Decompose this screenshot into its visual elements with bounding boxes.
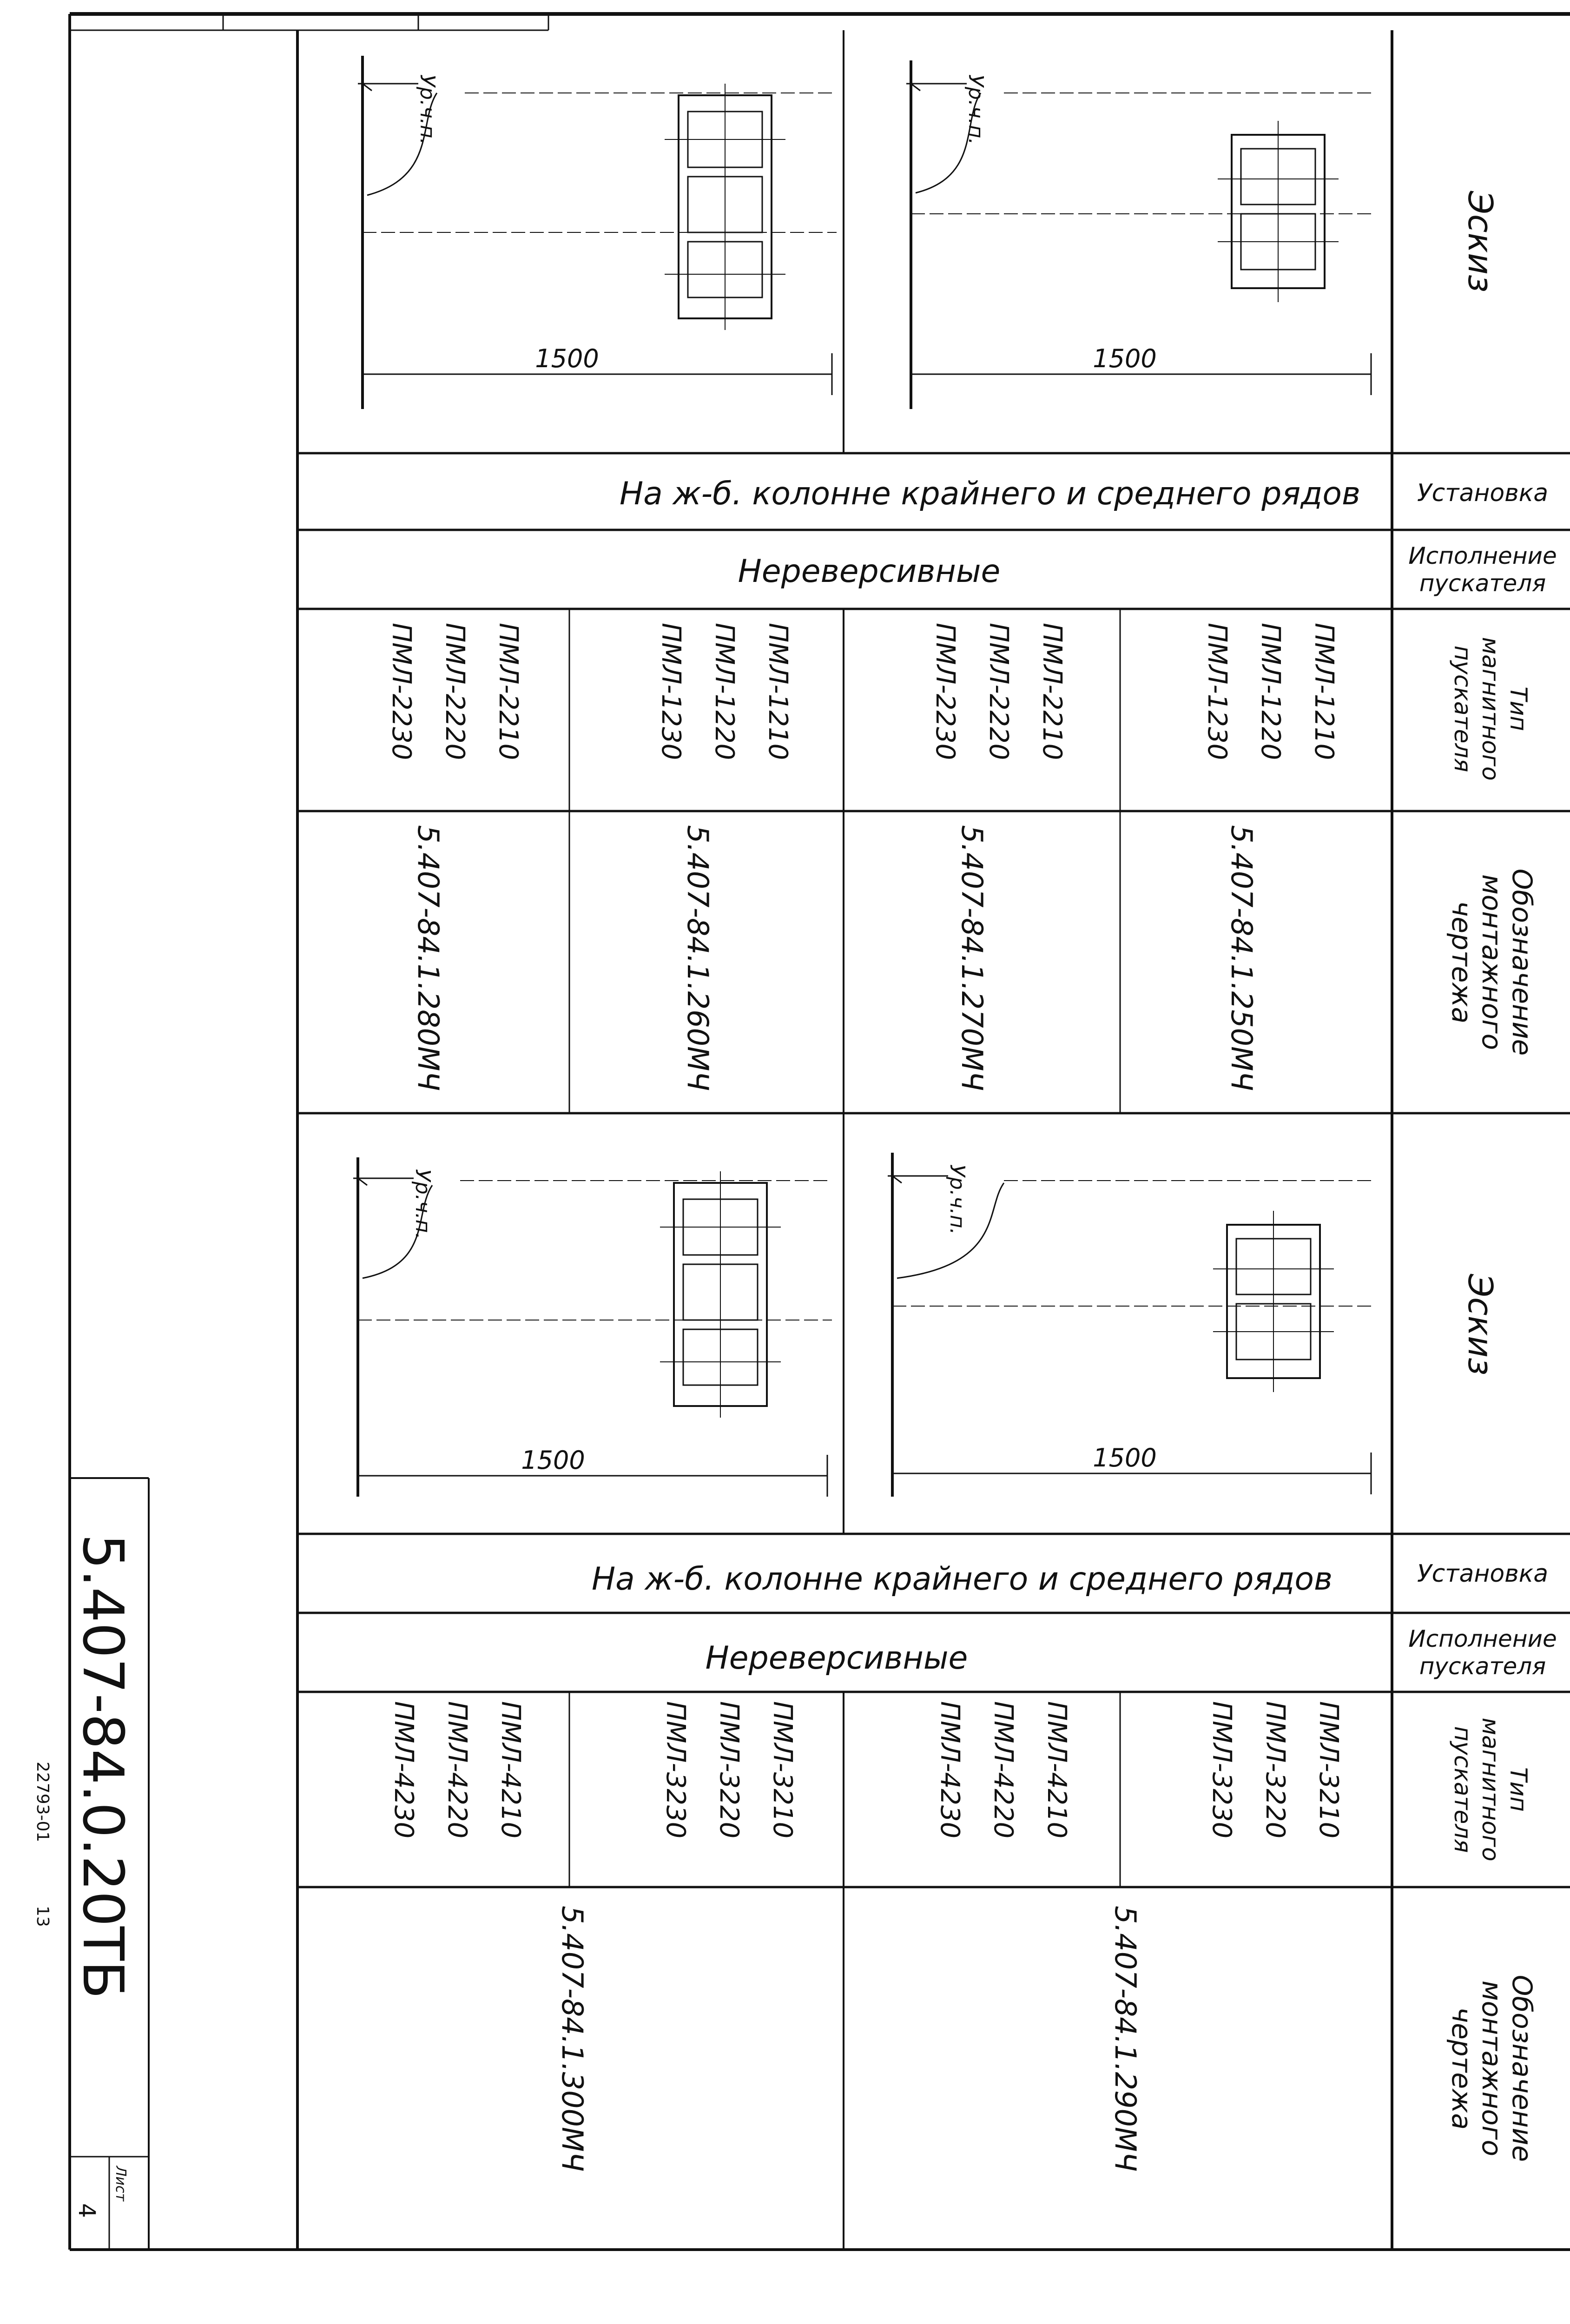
type-2-3-a: ПМЛ-3210: [767, 1701, 798, 1839]
block-2-grid: [297, 1113, 1570, 2250]
type-2-3-c: ПМЛ-3230: [660, 1701, 691, 1839]
floor-level-label-d: Ур.ч.п.: [945, 1164, 969, 1235]
header-sketch-1: Эскиз: [1461, 191, 1500, 293]
type-2-1-b: ПМЛ-3220: [1260, 1701, 1290, 1839]
type-1-3-b: ПМЛ-1220: [709, 623, 739, 760]
sketch-block1-left: [358, 56, 837, 409]
stamp-code: 5.407-84.0.20ТБ: [70, 1534, 135, 1999]
type-2-4-a: ПМЛ-4210: [495, 1701, 526, 1839]
type-2-2-c: ПМЛ-4230: [935, 1701, 965, 1839]
type-1-4-a: ПМЛ-2210: [493, 623, 523, 760]
floor-level-label-b: Ур.ч.п.: [964, 74, 988, 145]
type-1-3-a: ПМЛ-1210: [763, 623, 793, 760]
floor-level-label-c: Ур.ч.п.: [411, 1169, 435, 1240]
header-type-1c: пускателя: [1449, 645, 1476, 772]
install-text-2: На ж-б. колонне крайнего и среднего рядов: [591, 1561, 1333, 1598]
type-2-4-b: ПМЛ-4220: [442, 1701, 472, 1839]
frame: [70, 14, 1570, 2250]
header-type-2b: магнитного: [1477, 1717, 1504, 1862]
header-exec-1a: Исполнение: [1408, 542, 1557, 569]
type-2-1-c: ПМЛ-3230: [1207, 1701, 1237, 1839]
type-1-1-a: ПМЛ-1210: [1309, 623, 1339, 760]
header-desig-2c: чертежа: [1446, 2007, 1478, 2130]
drawing-2-3: 5.407-84.1.300МЧ: [555, 1906, 589, 2172]
header-exec-1b: пускателя: [1419, 570, 1546, 597]
execution-text-2: Нереверсивные: [705, 1640, 968, 1677]
type-1-4-b: ПМЛ-2220: [440, 623, 470, 760]
install-text-1: На ж-б. колонне крайнего и среднего рядов: [619, 475, 1361, 512]
type-1-2-c: ПМЛ-2230: [930, 623, 960, 760]
type-2-1-a: ПМЛ-3210: [1313, 1701, 1344, 1839]
sketch-block2-right: [888, 1153, 1376, 1497]
drawing-1-4: 5.407-84.1.280МЧ: [411, 825, 445, 1091]
dimension-label-c: 1500: [521, 1446, 585, 1475]
drawing-2-1: 5.407-84.1.290МЧ: [1108, 1906, 1142, 2172]
header-type-2a: Тип: [1505, 1767, 1532, 1812]
header-type-1b: магнитного: [1477, 637, 1504, 781]
type-2-2-a: ПМЛ-4210: [1042, 1701, 1072, 1839]
type-1-4-c: ПМЛ-2230: [386, 623, 416, 760]
header-desig-1a: Обозначение: [1506, 868, 1538, 1056]
type-1-3-c: ПМЛ-1230: [656, 623, 686, 760]
type-2-4-c: ПМЛ-4230: [389, 1701, 419, 1839]
stamp-archive-number: 22793-01: [33, 1762, 52, 1842]
dimension-label-d: 1500: [1093, 1443, 1157, 1472]
stamp-sheet-number: 4: [73, 2203, 100, 2218]
header-type-1a: Тип: [1505, 687, 1532, 731]
sketch-block2-left: [353, 1157, 832, 1497]
type-1-2-a: ПМЛ-2210: [1037, 623, 1067, 760]
drawing-1-1: 5.407-84.1.250МЧ: [1225, 825, 1259, 1091]
header-exec-2b: пускателя: [1419, 1653, 1546, 1680]
drawing-1-3: 5.407-84.1.260МЧ: [681, 825, 715, 1091]
type-1-2-b: ПМЛ-2220: [983, 623, 1014, 760]
floor-level-label-a: Ур.ч.п.: [416, 74, 439, 145]
type-2-3-b: ПМЛ-3220: [714, 1701, 744, 1839]
sketch-block1-right: [906, 60, 1376, 409]
header-desig-2a: Обозначение: [1506, 1974, 1538, 2162]
title-stamp: [33, 1478, 149, 2250]
header-install-2: Установка: [1417, 1560, 1549, 1588]
header-desig-2b: монтажного: [1476, 1980, 1508, 2157]
stamp-archive-sheet: 13: [33, 1906, 52, 1927]
header-desig-1b: монтажного: [1476, 874, 1508, 1050]
header-type-2c: пускателя: [1449, 1726, 1476, 1853]
dimension-label-a: 1500: [535, 344, 599, 373]
dimension-label-b: 1500: [1093, 344, 1157, 373]
header-column: [1408, 191, 1557, 2162]
header-install-1: Установка: [1417, 479, 1549, 507]
stamp-sheet-label: Лист: [112, 2166, 129, 2202]
drawing-1-2: 5.407-84.1.270МЧ: [955, 825, 989, 1091]
header-exec-2a: Исполнение: [1408, 1625, 1557, 1652]
header-sketch-2: Эскиз: [1461, 1274, 1500, 1376]
block-1: [386, 475, 1360, 1091]
execution-text-1: Нереверсивные: [738, 553, 1001, 590]
header-desig-1c: чертежа: [1446, 900, 1478, 1024]
block-2: [389, 1561, 1344, 2172]
type-2-2-b: ПМЛ-4220: [988, 1701, 1018, 1839]
type-1-1-c: ПМЛ-1230: [1202, 623, 1232, 760]
type-1-1-b: ПМЛ-1220: [1255, 623, 1286, 760]
